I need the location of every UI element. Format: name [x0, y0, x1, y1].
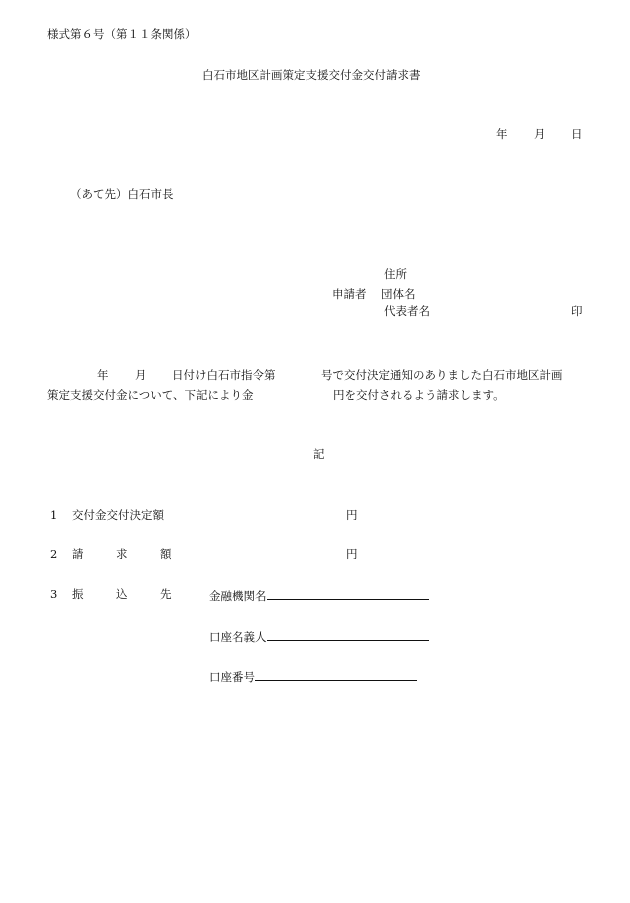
account-holder-label: 口座名義人: [209, 630, 267, 644]
account-number-label: 口座番号: [209, 670, 255, 684]
item-label-char: 請: [72, 547, 84, 561]
account-holder-blank[interactable]: [267, 628, 429, 641]
address-label: 住所: [384, 267, 407, 281]
date-month: 月: [534, 127, 546, 141]
org-name-label: 団体名: [381, 287, 416, 301]
item-label-char: 込: [116, 587, 128, 601]
bank-name-field: [209, 587, 429, 603]
item-unit: 円: [346, 508, 358, 522]
body-dated: 日付け白石市指令第: [172, 368, 276, 382]
account-number-blank[interactable]: [255, 668, 417, 681]
item-label-char: 先: [160, 587, 172, 601]
item-label-char: 振: [72, 587, 84, 601]
item-label-char: 額: [160, 547, 172, 561]
item-label: 交付金交付決定額: [72, 508, 164, 522]
item-number: 2: [50, 547, 58, 561]
item-label-char: 求: [116, 547, 128, 561]
representative-label: 代表者名: [384, 304, 430, 318]
body-issue-suffix: 号で交付決定通知のありました白石市地区計画: [321, 368, 563, 382]
item-number: 3: [50, 587, 58, 601]
seal-mark: 印: [571, 304, 583, 318]
body-line2-end: 円を交付されるよう請求します。: [333, 388, 505, 402]
account-holder-field: [209, 628, 429, 644]
form-number: 様式第６号（第１１条関係）: [47, 27, 197, 41]
body-line2-start: 策定支援交付金について、下記により金: [47, 388, 254, 402]
item-unit: 円: [346, 547, 358, 561]
body-year: 年: [97, 368, 109, 382]
addressee: （あて先）白石市長: [70, 187, 174, 201]
account-number-field: [209, 668, 417, 684]
item-number: 1: [50, 508, 58, 522]
date-day: 日: [571, 127, 583, 141]
date-year: 年: [496, 127, 508, 141]
document-title: 白石市地区計画策定支援交付金交付請求書: [202, 68, 421, 82]
ki-heading: 記: [313, 447, 325, 461]
body-month: 月: [135, 368, 147, 382]
bank-name-blank[interactable]: [267, 587, 429, 600]
applicant-label: 申請者: [332, 287, 367, 301]
bank-name-label: 金融機関名: [209, 589, 267, 603]
